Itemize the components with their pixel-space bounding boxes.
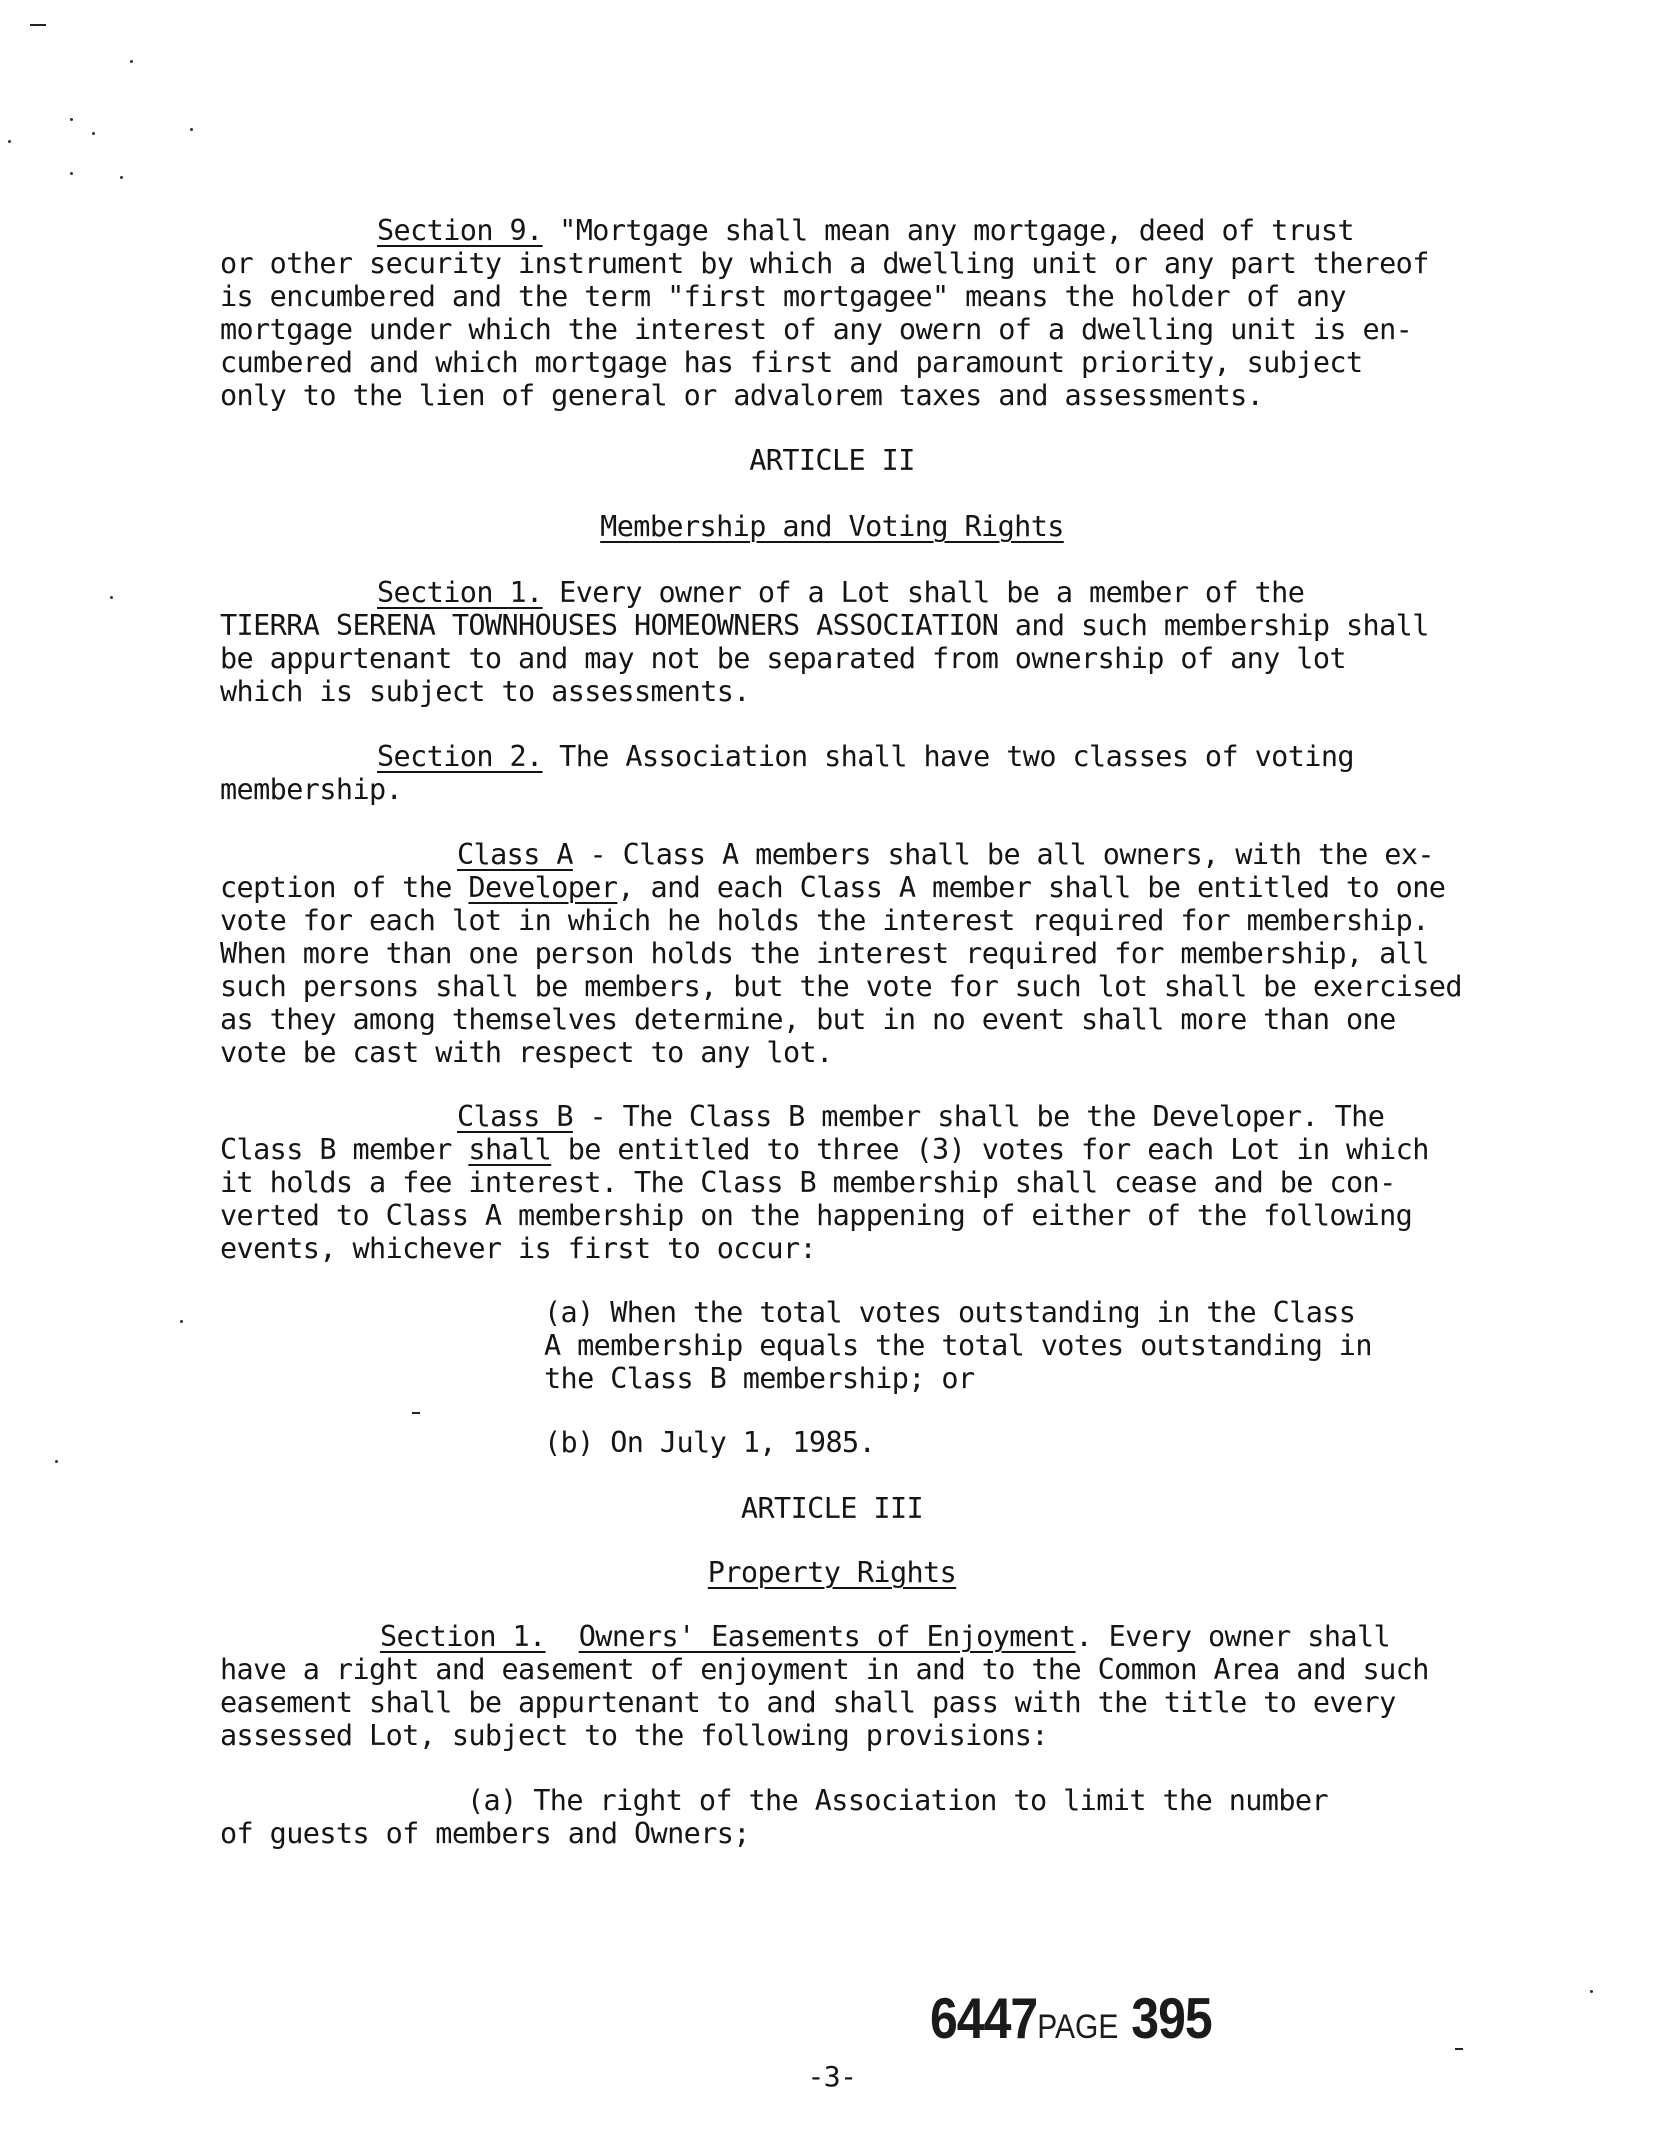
article-2-section-2-paragraph: Section 2. The Association shall have two classes of voting membership.	[220, 740, 1354, 806]
article-2-section-1-paragraph: Section 1. Every owner of a Lot shall be a member of the TIERRA SERENA TOWNHOUSES HOMEOWNERS ASSOCIATION and such membership shall be appurtenant to and may not be separated from ownership of any lot which is subject to assessments.	[220, 576, 1429, 708]
class-b-label: Class B	[457, 1100, 573, 1133]
scan-speck	[70, 118, 73, 121]
article-3-section-1-paragraph: Section 1. Owners' Easements of Enjoyment. Every owner shall have a right and easement of enjoyment in and to the Common Area and such easement shall be appurtenant to and shall pass with the title to every assessed Lot, subject to the following provisions:	[220, 1620, 1429, 1752]
class-a-paragraph: Class A - Class A members shall be all owners, with the ex- ception of the Developer, and each Class A member shall be entitled to one vote for each lot in which he holds the interest required for membership. When more than one person holds the interest required for membership, all such persons shall be members, but the vote for such lot shall be exercised as they among themselves determine, but in no event shall more than one vote be cast with respect to any lot.	[220, 838, 1462, 1069]
scan-speck	[130, 60, 133, 63]
article-3-title: ARTICLE III	[740, 1492, 924, 1525]
section-9-paragraph: Section 9. "Mortgage shall mean any mortgage, deed of trust or other security instrument by which a dwelling unit or any part thereof is encumbered and the term "first mortgagee" means the holder of any mortgage under which the interest of any owern of a dwelling unit is en- cumbered and which mortgage has first and paramount priority, subject only to the lien of general or advalorem taxes and assessments.	[220, 214, 1429, 412]
page-number: -3-	[807, 2060, 857, 2093]
scan-speck	[120, 176, 123, 179]
item-a-paragraph: (a) When the total votes outstanding in the Class A membership equals the total votes outstanding in the Class B membership; or	[544, 1296, 1372, 1395]
owners-easements-heading: Owners' Easements of Enjoyment	[578, 1620, 1076, 1653]
recording-stamp: 6447PAGE 395	[930, 1986, 1212, 2051]
scan-speck	[110, 596, 113, 599]
scan-speck	[8, 140, 11, 143]
scan-speck	[92, 132, 95, 135]
class-a-label: Class A	[457, 838, 573, 871]
class-b-paragraph: Class B - The Class B member shall be the Developer. The Class B member shall be entitled to three (3) votes for each Lot in which it holds a fee interest. The Class B membership shall cease and be con- verted to Class A membership on the happening of either of the following events, whichever is first to occur:	[220, 1100, 1429, 1265]
scan-mark	[30, 24, 46, 26]
scan-speck	[190, 128, 193, 131]
article-3-section-1-label: Section 1.	[380, 1620, 546, 1653]
scan-speck	[55, 1460, 58, 1463]
section-9-label: Section 9.	[377, 214, 543, 247]
article-2-section-1-label: Section 1.	[377, 576, 543, 609]
article-2-title: ARTICLE II	[749, 444, 915, 477]
article-3-item-a-paragraph: (a) The right of the Association to limit the number of guests of members and Owners;	[220, 1784, 1329, 1850]
scan-speck	[1590, 1990, 1593, 1993]
scan-mark	[1455, 2048, 1463, 2050]
article-2-section-2-label: Section 2.	[377, 740, 543, 773]
article-3-subtitle: Property Rights	[707, 1556, 957, 1589]
scan-speck	[180, 1320, 183, 1323]
article-2-subtitle: Membership and Voting Rights	[600, 510, 1064, 543]
scan-mark	[412, 1412, 420, 1414]
scan-speck	[70, 172, 73, 175]
item-b-paragraph: (b) On July 1, 1985.	[544, 1426, 876, 1459]
